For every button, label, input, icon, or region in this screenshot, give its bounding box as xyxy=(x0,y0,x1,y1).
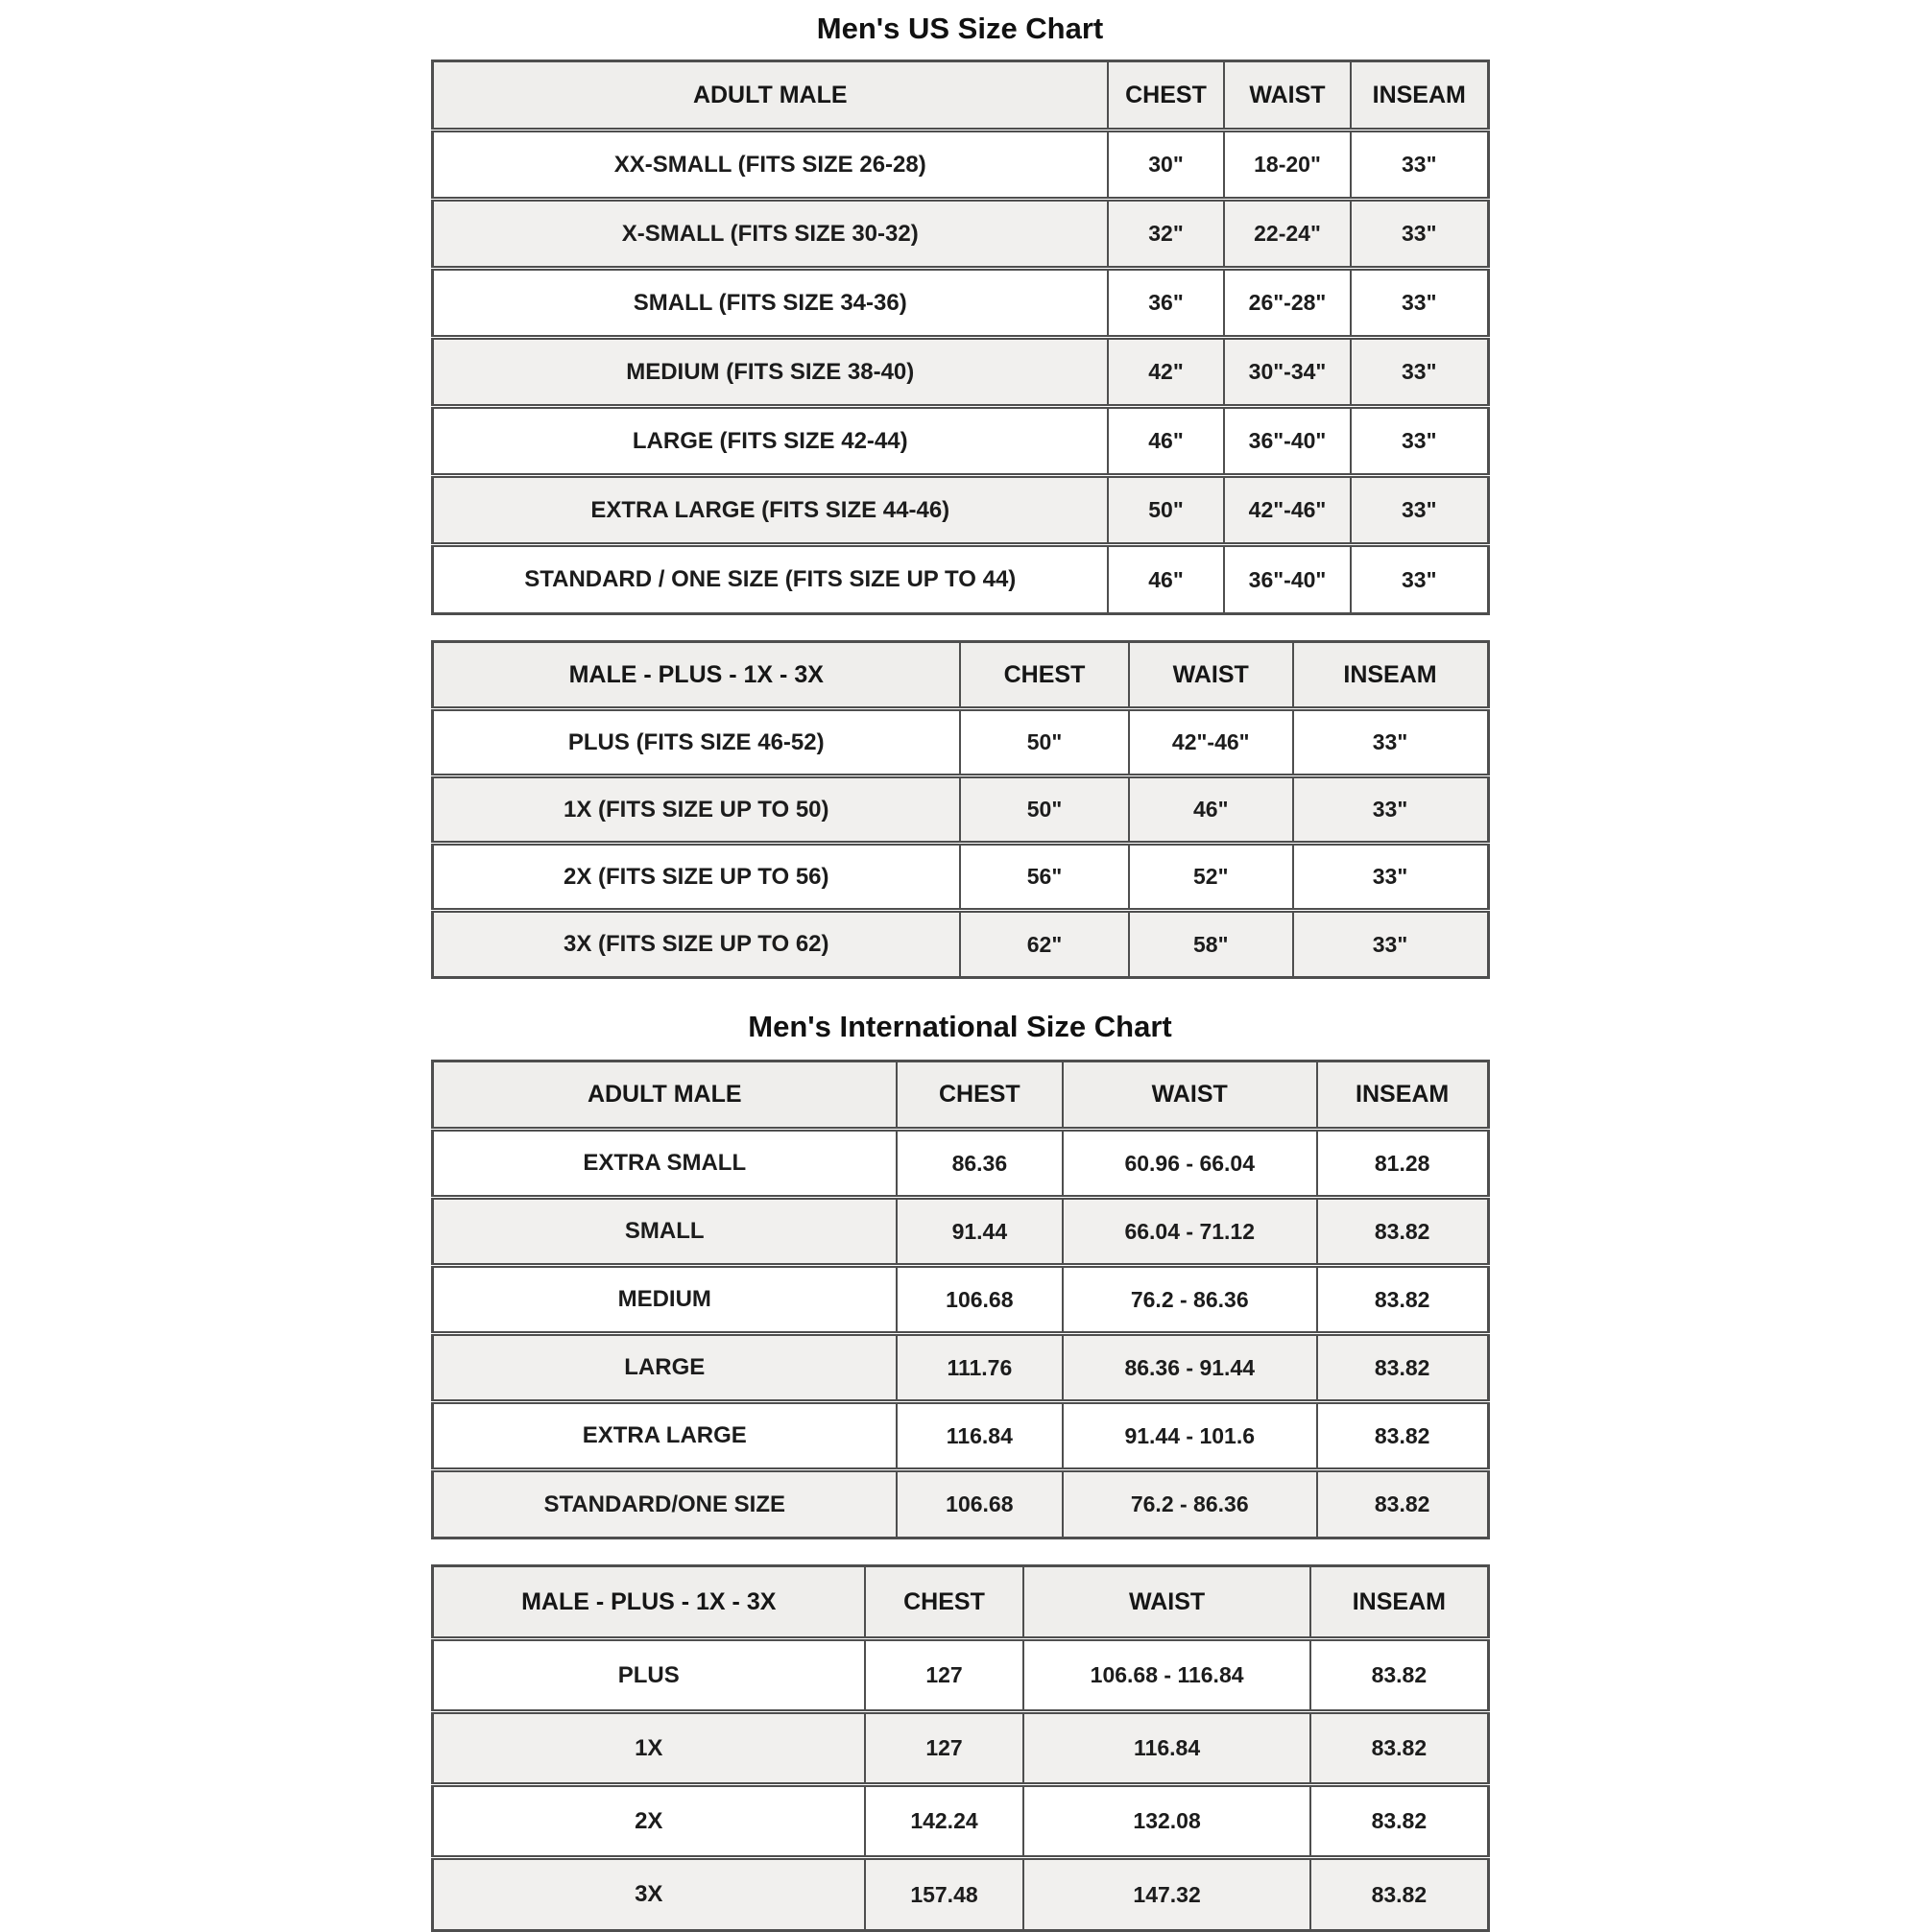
size-value-cell: 36" xyxy=(1108,269,1224,338)
table-row xyxy=(432,1198,1488,1266)
column-header: MALE - PLUS - 1X - 3X xyxy=(432,1566,865,1639)
size-value-cell: 30"-34" xyxy=(1224,338,1351,407)
size-label-cell: X-SMALL (FITS SIZE 30-32) xyxy=(432,200,1108,269)
size-value-cell: 86.36 xyxy=(897,1130,1063,1198)
table-row xyxy=(432,1470,1488,1538)
size-label-cell: EXTRA SMALL xyxy=(432,1130,897,1198)
column-header: INSEAM xyxy=(1317,1061,1488,1130)
size-value-cell: 106.68 xyxy=(897,1266,1063,1334)
table-row xyxy=(432,338,1488,407)
size-label-cell: LARGE xyxy=(432,1334,897,1402)
column-header: WAIST xyxy=(1129,642,1293,709)
table-row xyxy=(432,776,1488,844)
size-label-cell: 3X xyxy=(432,1858,865,1931)
size-label-cell: EXTRA LARGE xyxy=(432,1402,897,1470)
size-label-cell: 3X (FITS SIZE UP TO 62) xyxy=(432,911,960,978)
size-value-cell: 33" xyxy=(1351,545,1488,614)
size-value-cell: 50" xyxy=(960,776,1129,844)
column-header: CHEST xyxy=(897,1061,1063,1130)
size-value-cell: 83.82 xyxy=(1317,1266,1488,1334)
international-plus-size-table xyxy=(431,1564,1490,1932)
size-chart-page xyxy=(431,0,1490,1932)
size-value-cell: 33" xyxy=(1293,709,1489,776)
size-value-cell: 33" xyxy=(1351,269,1488,338)
table-row xyxy=(432,911,1488,978)
column-header: INSEAM xyxy=(1351,61,1488,131)
size-value-cell: 36"-40" xyxy=(1224,545,1351,614)
us-plus-size-table xyxy=(431,640,1490,979)
size-value-cell: 66.04 - 71.12 xyxy=(1063,1198,1317,1266)
size-value-cell: 46" xyxy=(1108,545,1224,614)
international-adult-size-table xyxy=(431,1060,1490,1539)
size-value-cell: 42"-46" xyxy=(1129,709,1293,776)
table-row xyxy=(432,1712,1488,1785)
size-label-cell: MEDIUM (FITS SIZE 38-40) xyxy=(432,338,1108,407)
column-header: CHEST xyxy=(960,642,1129,709)
size-value-cell: 116.84 xyxy=(897,1402,1063,1470)
size-value-cell: 111.76 xyxy=(897,1334,1063,1402)
size-label-cell: 2X xyxy=(432,1785,865,1858)
size-label-cell: XX-SMALL (FITS SIZE 26-28) xyxy=(432,131,1108,200)
size-label-cell: SMALL (FITS SIZE 34-36) xyxy=(432,269,1108,338)
column-header: WAIST xyxy=(1023,1566,1310,1639)
size-value-cell: 56" xyxy=(960,844,1129,911)
size-value-cell: 50" xyxy=(1108,476,1224,545)
size-value-cell: 81.28 xyxy=(1317,1130,1488,1198)
size-value-cell: 33" xyxy=(1351,476,1488,545)
table-row xyxy=(432,476,1488,545)
table-row xyxy=(432,1334,1488,1402)
table-row xyxy=(432,407,1488,476)
header-row xyxy=(432,61,1488,131)
table-row xyxy=(432,1785,1488,1858)
size-label-cell: 1X xyxy=(432,1712,865,1785)
size-value-cell: 86.36 - 91.44 xyxy=(1063,1334,1317,1402)
size-value-cell: 33" xyxy=(1293,776,1489,844)
column-header: INSEAM xyxy=(1293,642,1489,709)
table-row xyxy=(432,131,1488,200)
column-header: ADULT MALE xyxy=(432,61,1108,131)
size-value-cell: 33" xyxy=(1293,844,1489,911)
size-label-cell: PLUS xyxy=(432,1639,865,1712)
size-label-cell: SMALL xyxy=(432,1198,897,1266)
size-value-cell: 26"-28" xyxy=(1224,269,1351,338)
table-row xyxy=(432,200,1488,269)
size-value-cell: 33" xyxy=(1351,131,1488,200)
size-label-cell: MEDIUM xyxy=(432,1266,897,1334)
size-value-cell: 83.82 xyxy=(1310,1639,1488,1712)
size-value-cell: 83.82 xyxy=(1317,1402,1488,1470)
size-value-cell: 33" xyxy=(1351,200,1488,269)
size-value-cell: 83.82 xyxy=(1310,1785,1488,1858)
size-label-cell: 1X (FITS SIZE UP TO 50) xyxy=(432,776,960,844)
size-value-cell: 132.08 xyxy=(1023,1785,1310,1858)
size-value-cell: 83.82 xyxy=(1317,1198,1488,1266)
header-row xyxy=(432,1566,1488,1639)
size-value-cell: 32" xyxy=(1108,200,1224,269)
size-value-cell: 127 xyxy=(865,1712,1023,1785)
column-header: INSEAM xyxy=(1310,1566,1488,1639)
size-value-cell: 106.68 - 116.84 xyxy=(1023,1639,1310,1712)
size-value-cell: 42"-46" xyxy=(1224,476,1351,545)
size-label-cell: PLUS (FITS SIZE 46-52) xyxy=(432,709,960,776)
size-value-cell: 30" xyxy=(1108,131,1224,200)
us-size-chart-title: Men's US Size Chart xyxy=(816,12,1104,45)
size-value-cell: 33" xyxy=(1351,338,1488,407)
table-row xyxy=(432,1858,1488,1931)
size-value-cell: 147.32 xyxy=(1023,1858,1310,1931)
size-value-cell: 62" xyxy=(960,911,1129,978)
size-label-cell: EXTRA LARGE (FITS SIZE 44-46) xyxy=(432,476,1108,545)
size-value-cell: 58" xyxy=(1129,911,1293,978)
size-value-cell: 142.24 xyxy=(865,1785,1023,1858)
size-value-cell: 50" xyxy=(960,709,1129,776)
size-value-cell: 18-20" xyxy=(1224,131,1351,200)
size-value-cell: 76.2 - 86.36 xyxy=(1063,1266,1317,1334)
size-value-cell: 91.44 - 101.6 xyxy=(1063,1402,1317,1470)
size-value-cell: 46" xyxy=(1129,776,1293,844)
column-header: ADULT MALE xyxy=(432,1061,897,1130)
size-value-cell: 91.44 xyxy=(897,1198,1063,1266)
size-value-cell: 42" xyxy=(1108,338,1224,407)
size-value-cell: 76.2 - 86.36 xyxy=(1063,1470,1317,1538)
size-value-cell: 46" xyxy=(1108,407,1224,476)
size-value-cell: 83.82 xyxy=(1317,1334,1488,1402)
size-label-cell: 2X (FITS SIZE UP TO 56) xyxy=(432,844,960,911)
size-value-cell: 83.82 xyxy=(1317,1470,1488,1538)
size-value-cell: 22-24" xyxy=(1224,200,1351,269)
table-row xyxy=(432,1266,1488,1334)
header-row xyxy=(432,642,1488,709)
size-value-cell: 33" xyxy=(1293,911,1489,978)
size-value-cell: 52" xyxy=(1129,844,1293,911)
size-value-cell: 106.68 xyxy=(897,1470,1063,1538)
column-header: WAIST xyxy=(1063,1061,1317,1130)
size-label-cell: STANDARD / ONE SIZE (FITS SIZE UP TO 44) xyxy=(432,545,1108,614)
international-size-chart-title: Men's International Size Chart xyxy=(748,1010,1172,1043)
table-row xyxy=(432,709,1488,776)
size-label-cell: STANDARD/ONE SIZE xyxy=(432,1470,897,1538)
size-value-cell: 127 xyxy=(865,1639,1023,1712)
table-row xyxy=(432,269,1488,338)
column-header: MALE - PLUS - 1X - 3X xyxy=(432,642,960,709)
size-value-cell: 83.82 xyxy=(1310,1858,1488,1931)
table-row xyxy=(432,1639,1488,1712)
table-row xyxy=(432,1402,1488,1470)
us-adult-size-table xyxy=(431,60,1490,615)
size-label-cell: LARGE (FITS SIZE 42-44) xyxy=(432,407,1108,476)
header-row xyxy=(432,1061,1488,1130)
size-value-cell: 116.84 xyxy=(1023,1712,1310,1785)
table-row xyxy=(432,844,1488,911)
size-value-cell: 157.48 xyxy=(865,1858,1023,1931)
column-header: CHEST xyxy=(1108,61,1224,131)
size-value-cell: 36"-40" xyxy=(1224,407,1351,476)
table-row xyxy=(432,1130,1488,1198)
size-value-cell: 33" xyxy=(1351,407,1488,476)
size-value-cell: 60.96 - 66.04 xyxy=(1063,1130,1317,1198)
size-value-cell: 83.82 xyxy=(1310,1712,1488,1785)
column-header: WAIST xyxy=(1224,61,1351,131)
column-header: CHEST xyxy=(865,1566,1023,1639)
table-row xyxy=(432,545,1488,614)
